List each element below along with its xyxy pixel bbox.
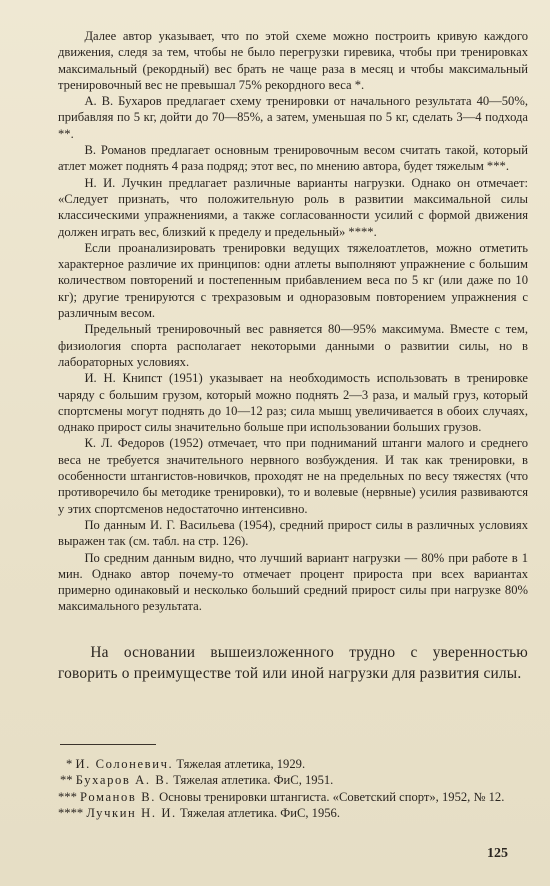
footnote-author: Лучкин Н. И. bbox=[86, 806, 177, 821]
conclusion-paragraph: На основании вышеизложенного трудно с уверенностью говорить о преимуществе той или иной нагрузки для развития силы. bbox=[58, 644, 528, 682]
footnote bbox=[58, 756, 528, 772]
paragraph: А. В. Бухаров предлагает схему тренировки от начального результата 40—50%, прибавляя по 5 кг, дойти до 70—85%, а затем, уменьшая по 5 кг, сделать 3—4 подхода **. bbox=[58, 94, 528, 141]
footnote bbox=[58, 772, 528, 788]
body-text bbox=[58, 28, 528, 615]
paragraph: Н. И. Лучкин предлагает различные варианты нагрузки. Однако он отмечает: «Следует признать, что положительную роль в развитии максимальной силы классическими упражнениями, а также согласованности усилий с формой движения должен играть вес, близкий к пределу и предельный» ****. bbox=[58, 175, 528, 239]
conclusion-block bbox=[58, 643, 528, 684]
footnote bbox=[58, 789, 528, 805]
paragraph: Предельный тренировочный вес равняется 80—95% максимума. Вместе с тем, физиология спорта располагает некоторыми данными о развитии силы, но в лабораторных условиях. bbox=[58, 322, 528, 369]
footnote-mark: ** bbox=[60, 773, 73, 788]
footnote-source: Тяжелая атлетика. ФиС, 1951. bbox=[173, 773, 334, 788]
footnote-source: Тяжелая атлетика, 1929. bbox=[176, 757, 306, 771]
footnote-source: Тяжелая атлетика. ФиС, 1956. bbox=[179, 806, 341, 821]
paragraph: Далее автор указывает, что по этой схеме можно построить кривую каждого движения, следя за тем, чтобы не было перегрузки гиревика, чтобы при тренировках максимальный (рекордный) вес брать не чаще раза в месяц и чтобы максимальный тренировочный вес не превышал 75% рекордного веса *. bbox=[58, 29, 528, 92]
footnote-author: Бухаров А. В. bbox=[75, 773, 171, 788]
footnote-source: Основы тренировки штангиста. «Советский спорт», 1952, № 12. bbox=[159, 789, 505, 804]
paragraph: В. Романов предлагает основным тренировочным весом считать такой, который атлет может поднять 4 раза подряд; этот вес, по мнению автора, будет тяжелым ***. bbox=[58, 143, 528, 174]
footnote-mark: * bbox=[66, 757, 73, 771]
footnote-author: Романов В. bbox=[80, 789, 156, 804]
footnotes bbox=[58, 756, 528, 822]
footnote-mark: *** bbox=[58, 789, 77, 804]
paragraph: Если проанализировать тренировки ведущих тяжелоатлетов, можно отметить характерное различие их принципов: одни атлеты выполняют упражнение с большим количеством повторений и постепенным прибавлением веса по 5 кг (или даже по 10 кг); другие тренируются с трехразовым и одноразовым повторением упражнения с различным весом. bbox=[58, 240, 528, 321]
footnote-mark: **** bbox=[58, 806, 84, 821]
paragraph: По средним данным видно, что лучший вариант нагрузки — 80% при работе в 1 мин. Однако автор почему-то отмечает процент прироста при всех вариантах примерно одинаковый и несколько больший средний прирост силы при нагрузке 80% максимального результата. bbox=[58, 550, 528, 614]
footnote bbox=[58, 805, 528, 821]
paragraph: И. Н. Книпст (1951) указывает на необходимость использовать в тренировке чаряду с большим грузом, который можно поднять 2—3 раза, и малый груз, который спортсмены могут поднять до 10—12 раз; сила мышц увеличивается в обоих случаях, однако прирост силы значительно больше при использовании больших грузов. bbox=[58, 371, 528, 435]
paragraph: По данным И. Г. Васильева (1954), средний прирост силы в различных условиях выражен так (см. табл. на стр. 126). bbox=[58, 517, 528, 549]
paragraph: К. Л. Федоров (1952) отмечает, что при подниманий штанги малого и среднего веса не требуется значительного нервного возбуждения. И так как тренировки, в особенности штангистов-новичков, проходят не на предельных по весу тяжестях (что противоречило бы методике тренировки), то и волевые (нервные) усилия развиваются у этих спортсменов недостаточно интенсивно. bbox=[58, 436, 528, 516]
footnote-divider bbox=[60, 744, 156, 745]
page-number: 125 bbox=[487, 846, 508, 861]
footnote-author: И. Солоневич. bbox=[75, 757, 174, 771]
